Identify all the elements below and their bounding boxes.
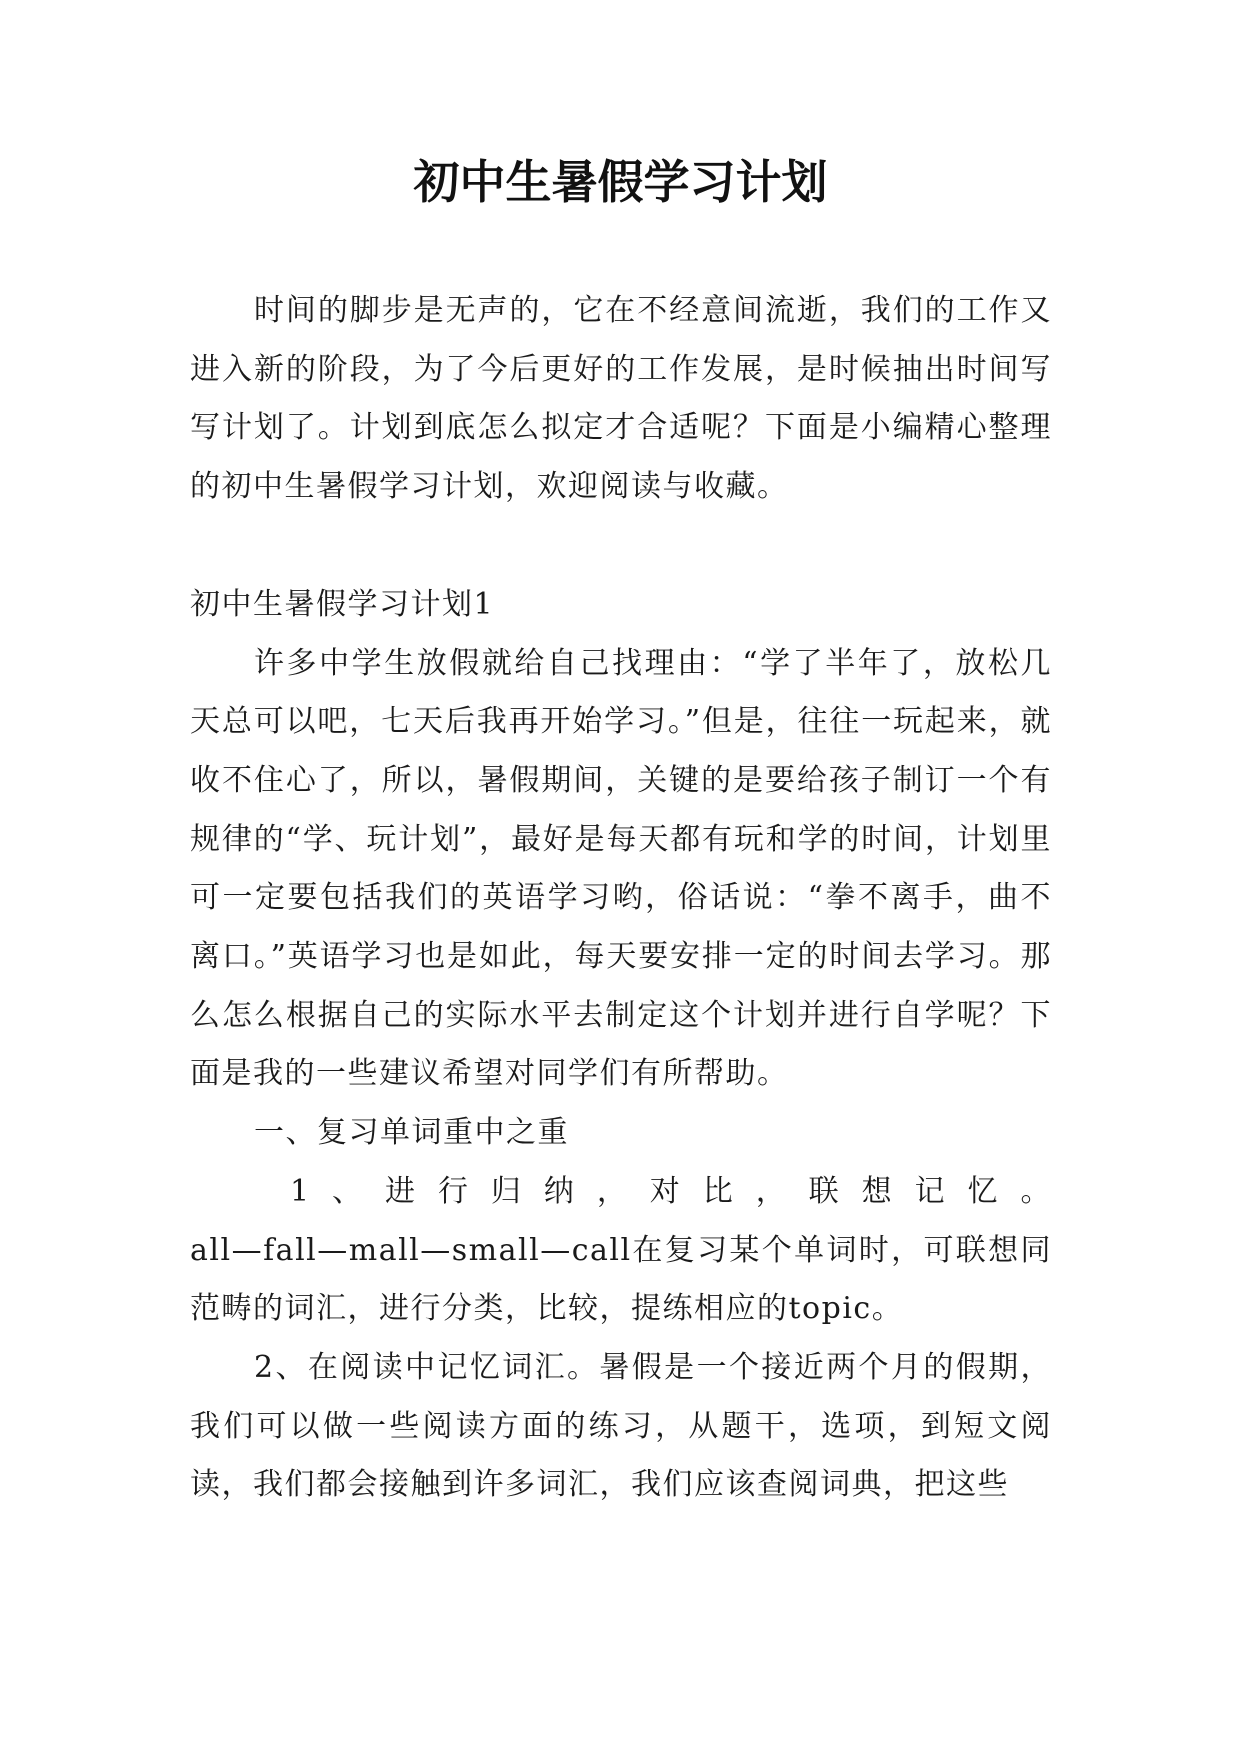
subheading-vocabulary: 一、复习单词重中之重 — [254, 1115, 569, 1151]
document-title: 初中生暑假学习计划 — [413, 155, 828, 209]
document-body — [190, 282, 1052, 1515]
intro-paragraph: 时间的脚步是无声的，它在不经意间流逝，我们的工作又进入新的阶段，为了今后更好的工作发展，是时候抽出时间写写计划了。计划到底怎么拟定才合适呢？下面是小编精心整理的初中生暑假学习计划，欢迎阅读与收藏。 — [190, 293, 1052, 505]
item-1-text: all—fall—mall—small—call在复习某个单词时，可联想同范畴的词汇，进行分类，比较，提练相应的topic。 — [190, 1232, 1052, 1327]
item-1-heading: 1、进行归纳，对比，联想记忆。 — [290, 1173, 1052, 1209]
section-title: 初中生暑假学习计划1 — [190, 586, 495, 622]
paragraph-gap — [190, 517, 1052, 576]
paragraph-1: 许多中学生放假就给自己找理由：“学了半年了，放松几天总可以吧，七天后我再开始学习。”但是，往往一玩起来，就收不住心了，所以，暑假期间，关键的是要给孩子制订一个有规律的“学、玩计划”，最好是每天都有玩和学的时间，计划里可一定要包括我们的英语学习哟，俗话说：“拳不离手，曲不离口。”英语学习也是如此，每天要安排一定的时间去学习。那么怎么根据自己的实际水平去制定这个计划并进行自学呢？下面是我的一些建议希望对同学们有所帮助。 — [190, 645, 1052, 1092]
item-2-text: 2、在阅读中记忆词汇。暑假是一个接近两个月的假期，我们可以做一些阅读方面的练习，从题干，选项，到短文阅读，我们都会接触到许多词汇，我们应该查阅词典，把这些 — [190, 1349, 1052, 1503]
